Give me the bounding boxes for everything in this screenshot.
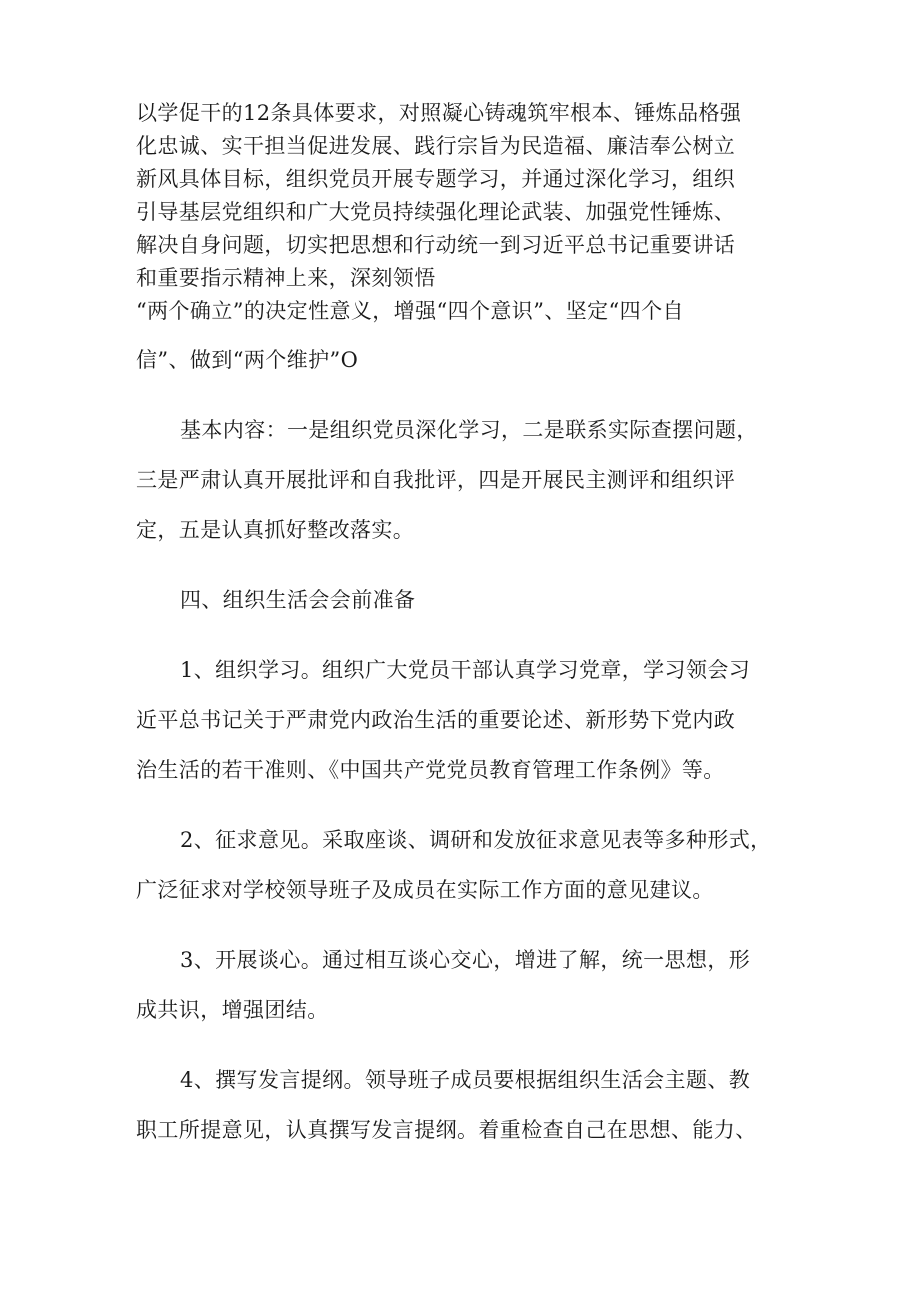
text-line: 以学促干的12条具体要求，对照凝心铸魂筑牢根本、锤炼品格强 (136, 101, 742, 125)
text-line: 职工所提意见，认真撰写发言提纲。着重检查自己在思想、能力、 (136, 1118, 757, 1142)
text-line: 引导基层党组织和广大党员持续强化理论武装、加强党性锤炼、 (136, 200, 736, 224)
text-line: 解决自身问题，切实把思想和行动统一到习近平总书记重要讲话 (136, 233, 736, 257)
text-line: 4、撰写发言提纲。领导班子成员要根据组织生活会主题、教 (180, 1068, 751, 1092)
text-line: 化忠诚、实干担当促进发展、践行宗旨为民造福、廉洁奉公树立 (136, 134, 736, 158)
section-heading: 四、组织生活会会前准备 (180, 588, 416, 612)
text-line: 和重要指示精神上来，深刻领悟 (136, 266, 436, 290)
text-line: 1、组织学习。组织广大党员干部认真学习党章，学习领会习 (180, 658, 751, 682)
text-line: 3、开展谈心。通过相互谈心交心，增进了解，统一思想，形 (180, 948, 751, 972)
text-line: 新风具体目标，组织党员开展专题学习，并通过深化学习，组织 (136, 167, 736, 191)
text-line: 信”、做到“两个维护”O (136, 348, 359, 372)
text-line: “两个确立”的决定性意义，增强“四个意识”、坚定“四个自 (136, 299, 684, 323)
text-line: 治生活的若干准则、《中国共产党党员教育管理工作条例》等。 (136, 758, 725, 782)
text-line: 基本内容：一是组织党员深化学习，二是联系实际查摆问题， (180, 418, 758, 442)
text-line: 2、征求意见。采取座谈、调研和发放征求意见表等多种形式， (180, 828, 772, 852)
text-line: 三是严肃认真开展批评和自我批评，四是开展民主测评和组织评 (136, 468, 736, 492)
text-line: 广泛征求对学校领导班子及成员在实际工作方面的意见建议。 (136, 878, 714, 902)
text-line: 定，五是认真抓好整改落实。 (136, 518, 415, 542)
text-line: 成共识，增强团结。 (136, 998, 329, 1022)
text-line: 近平总书记关于严肃党内政治生活的重要论述、新形势下党内政 (136, 708, 736, 732)
